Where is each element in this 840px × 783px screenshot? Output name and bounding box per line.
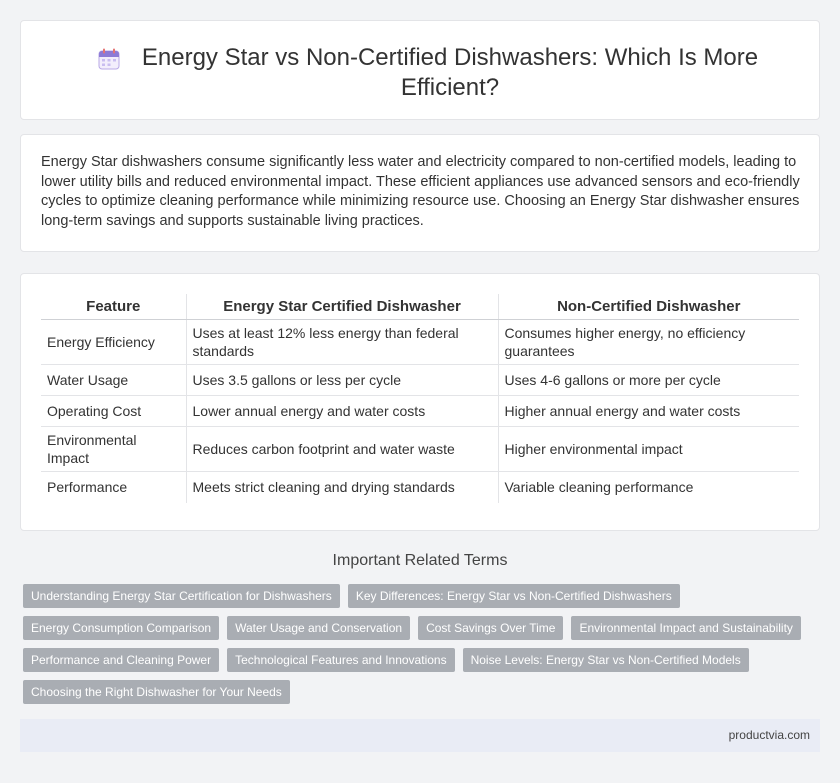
table-cell: Meets strict cleaning and drying standards bbox=[186, 472, 498, 503]
table-row bbox=[41, 427, 799, 472]
related-terms-list bbox=[23, 584, 813, 704]
table-cell: Lower annual energy and water costs bbox=[186, 396, 498, 427]
summary-card bbox=[20, 134, 820, 252]
column-header: Energy Star Certified Dishwasher bbox=[186, 294, 498, 320]
column-header: Non-Certified Dishwasher bbox=[498, 294, 799, 320]
related-term-tag[interactable]: Cost Savings Over Time bbox=[418, 616, 563, 640]
table-cell: Operating Cost bbox=[41, 396, 186, 427]
table-row bbox=[41, 396, 799, 427]
table-cell: Uses at least 12% less energy than federal standards bbox=[186, 320, 498, 365]
title-card bbox=[20, 20, 820, 120]
table-cell: Uses 4-6 gallons or more per cycle bbox=[498, 365, 799, 396]
related-term-tag[interactable]: Choosing the Right Dishwasher for Your Needs bbox=[23, 680, 290, 704]
table-cell: Reduces carbon footprint and water waste bbox=[186, 427, 498, 472]
related-term-tag[interactable]: Technological Features and Innovations bbox=[227, 648, 454, 672]
table-header-row bbox=[41, 294, 799, 320]
related-term-tag[interactable]: Understanding Energy Star Certification for Dishwashers bbox=[23, 584, 340, 608]
column-header: Feature bbox=[41, 294, 186, 320]
related-term-tag[interactable]: Key Differences: Energy Star vs Non-Certified Dishwashers bbox=[348, 584, 680, 608]
table-cell: Uses 3.5 gallons or less per cycle bbox=[186, 365, 498, 396]
related-terms-title: Important Related Terms bbox=[332, 552, 508, 569]
table-cell: Environmental Impact bbox=[41, 427, 186, 472]
table-cell: Higher annual energy and water costs bbox=[498, 396, 799, 427]
table-cell: Consumes higher energy, no efficiency guarantees bbox=[498, 320, 799, 365]
table-row bbox=[41, 472, 799, 503]
comparison-table bbox=[41, 294, 799, 503]
footer bbox=[20, 719, 820, 752]
table-cell: Water Usage bbox=[41, 365, 186, 396]
related-term-tag[interactable]: Noise Levels: Energy Star vs Non-Certified Models bbox=[463, 648, 749, 672]
comparison-table-card bbox=[20, 273, 820, 531]
footer-site-link[interactable]: productvia.com bbox=[728, 728, 810, 742]
related-term-tag[interactable]: Performance and Cleaning Power bbox=[23, 648, 219, 672]
table-cell: Energy Efficiency bbox=[41, 320, 186, 365]
related-term-tag[interactable]: Water Usage and Conservation bbox=[227, 616, 410, 640]
related-term-tag[interactable]: Energy Consumption Comparison bbox=[23, 616, 219, 640]
table-row bbox=[41, 320, 799, 365]
summary-text: Energy Star dishwashers consume significantly less water and electricity compared to non-certified models, leading to lower utility bills and reduced environmental impact. These efficient appliances use advanced sensors and eco-friendly cycles to optimize cleaning performance while minimizing resource use. Choosing an Energy Star dishwasher ensures long-term savings and supports sustainable living practices. bbox=[41, 154, 800, 229]
table-row bbox=[41, 365, 799, 396]
table-cell: Variable cleaning performance bbox=[498, 472, 799, 503]
related-term-tag[interactable]: Environmental Impact and Sustainability bbox=[571, 616, 800, 640]
table-cell: Performance bbox=[47, 479, 128, 496]
page-title: Energy Star vs Non-Certified Dishwashers: Which Is More Efficient? bbox=[141, 44, 759, 101]
table-cell: Higher environmental impact bbox=[498, 427, 799, 472]
